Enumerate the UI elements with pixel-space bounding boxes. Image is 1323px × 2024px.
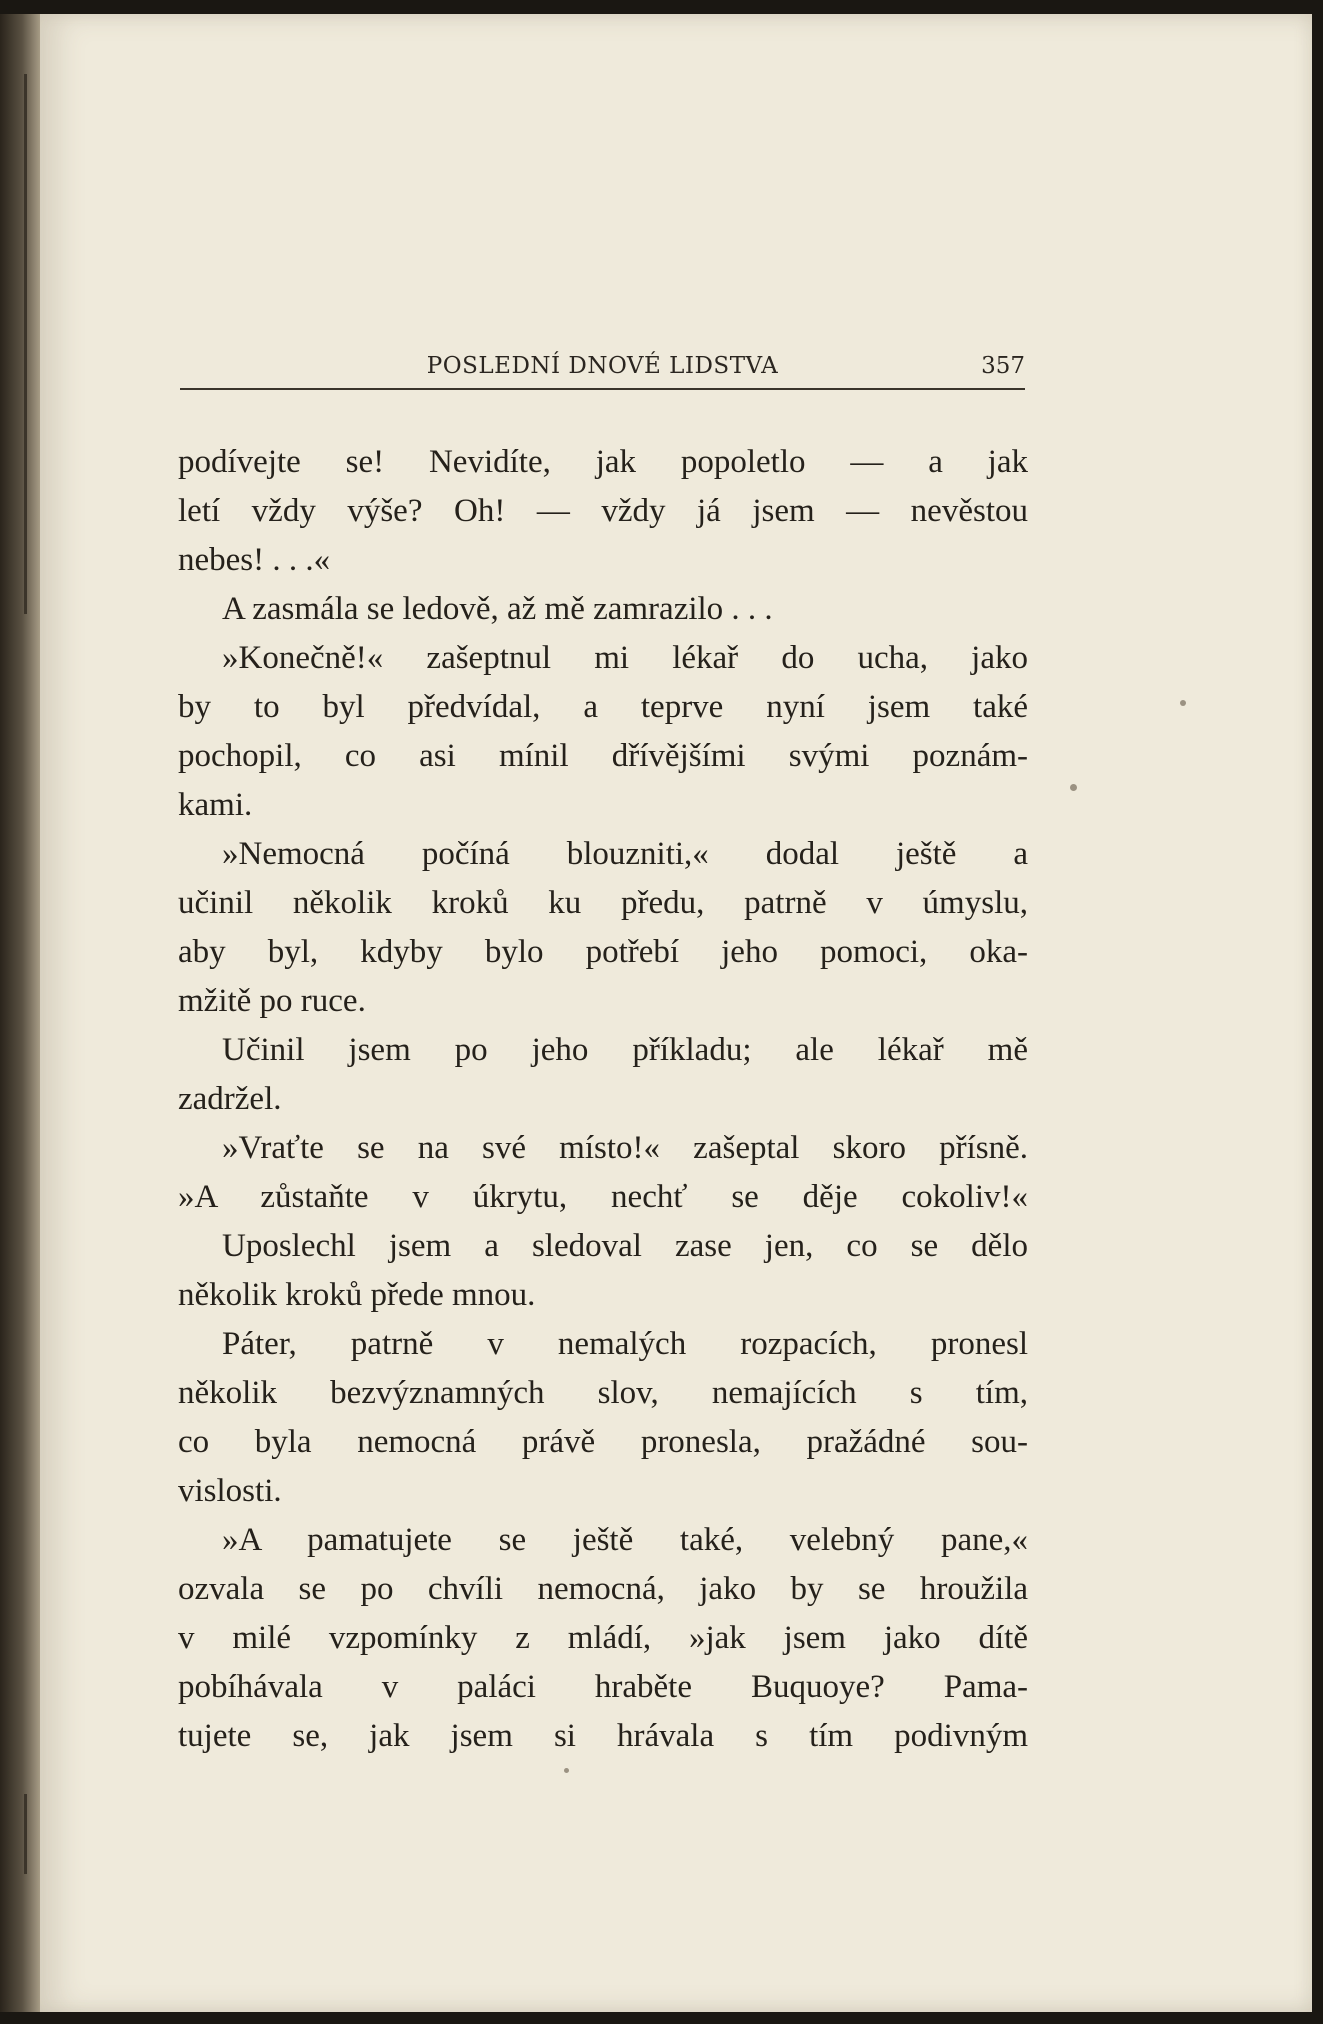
paper-fleck xyxy=(1070,784,1077,791)
paper-fleck xyxy=(1180,700,1186,706)
text-line: »A zůstaňte v úkrytu, nechť se děje cokoliv!« xyxy=(178,1179,1028,1215)
text-line: by to byl předvídal, a teprve nyní jsem také xyxy=(178,689,1028,725)
text-line: letí vždy výše? Oh! — vždy já jsem — nevěstou xyxy=(178,493,1028,529)
text-line: ozvala se po chvíli nemocná, jako by se hroužila xyxy=(178,1571,1028,1607)
text-line: kami. xyxy=(178,787,253,823)
text-line: zadržel. xyxy=(178,1081,282,1117)
text-line: »Nemocná počíná blouzniti,« dodal ještě a xyxy=(222,836,1028,872)
page-number: 357 xyxy=(981,353,1025,379)
text-line: tujete se, jak jsem si hrávala s tím podivným xyxy=(178,1718,1028,1754)
binding-mark xyxy=(24,1794,27,1874)
text-line: co byla nemocná právě pronesla, pražádné sou- xyxy=(178,1424,1028,1460)
text-line: několik bezvýznamných slov, nemajících s tím, xyxy=(178,1375,1028,1411)
text-line: Učinil jsem po jeho příkladu; ale lékař mě xyxy=(222,1032,1028,1068)
text-line: pochopil, co asi mínil dřívějšími svými poznám- xyxy=(178,738,1028,774)
text-line: »A pamatujete se ještě také, velebný pane,« xyxy=(222,1522,1028,1558)
text-line: »Konečně!« zašeptnul mi lékař do ucha, jako xyxy=(222,640,1028,676)
text-line: v milé vzpomínky z mládí, »jak jsem jako dítě xyxy=(178,1620,1028,1656)
text-line: »Vraťte se na své místo!« zašeptal skoro přísně. xyxy=(222,1130,1028,1166)
text-line: A zasmála se ledově, až mě zamrazilo . . . xyxy=(222,591,773,627)
binding-mark xyxy=(24,74,27,614)
text-line: vislosti. xyxy=(178,1473,282,1509)
text-line: několik kroků přede mnou. xyxy=(178,1277,536,1313)
text-line: mžitě po ruce. xyxy=(178,983,366,1019)
text-line: Páter, patrně v nemalých rozpacích, pronesl xyxy=(222,1326,1028,1362)
text-line: pobíhávala v paláci hraběte Buquoye? Pama- xyxy=(178,1669,1028,1705)
text-line: nebes! . . .« xyxy=(178,542,331,578)
text-line: podívejte se! Nevidíte, jak popoletlo — a jak xyxy=(178,444,1028,480)
body-text xyxy=(178,438,1028,1761)
book-gutter xyxy=(0,14,40,2012)
paper-fleck xyxy=(564,1768,569,1773)
running-title: POSLEDNÍ DNOVÉ LIDSTVA xyxy=(426,353,779,379)
running-head xyxy=(180,350,1025,390)
text-line: aby byl, kdyby bylo potřebí jeho pomoci, oka- xyxy=(178,934,1028,970)
header-rule xyxy=(180,388,1025,390)
text-line: Uposlechl jsem a sledoval zase jen, co se dělo xyxy=(222,1228,1028,1264)
text-line: učinil několik kroků ku předu, patrně v úmyslu, xyxy=(178,885,1028,921)
